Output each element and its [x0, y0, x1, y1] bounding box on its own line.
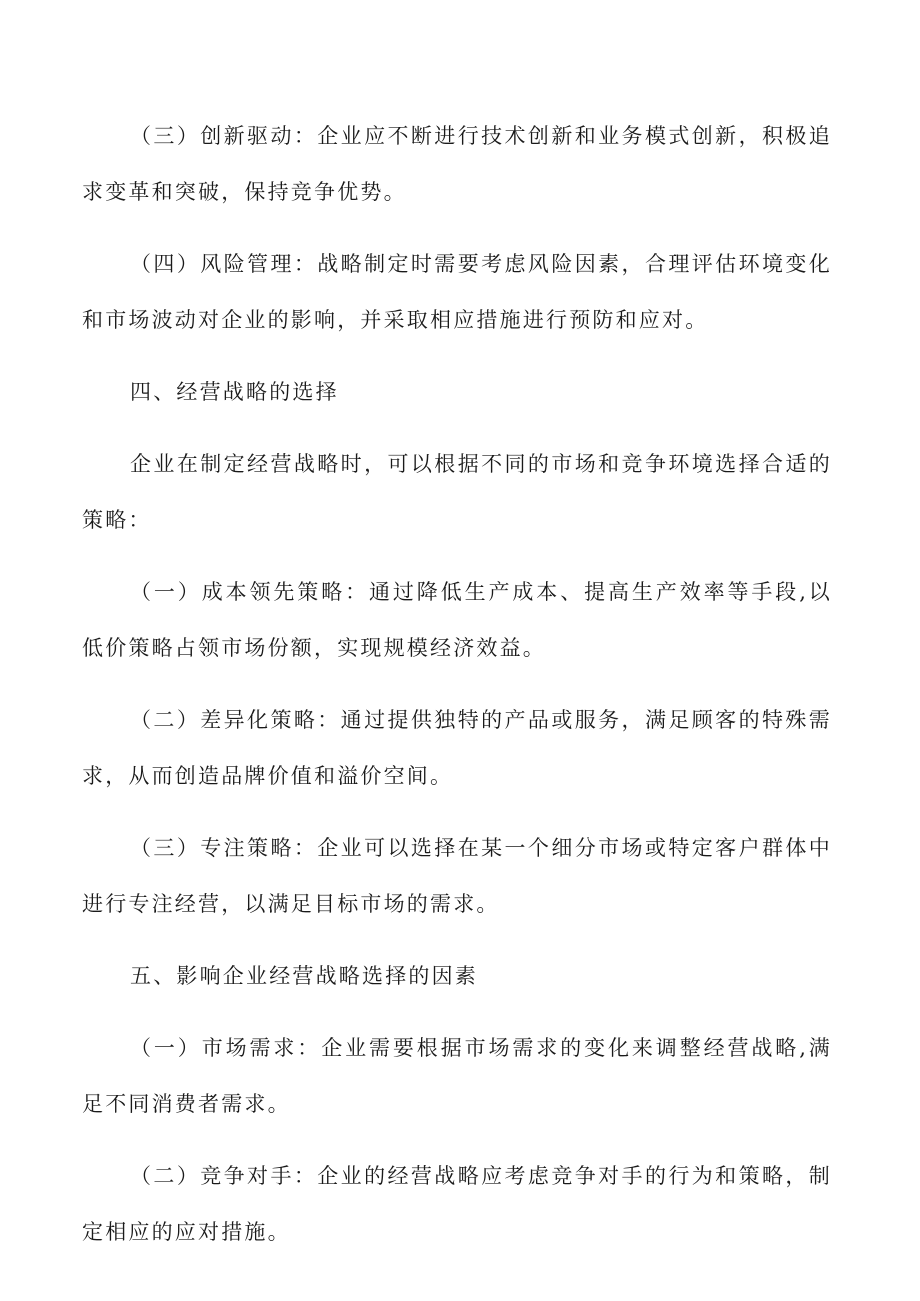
- document-body: [82, 108, 832, 1260]
- section-heading-strategy-selection: 四、经营战略的选择: [130, 380, 339, 404]
- paragraph-focus-strategy: （三）专注策略：企业可以选择在某一个细分市场或特定客户群体中进行专注经营，以满足目标市场的需求。: [82, 836, 832, 916]
- paragraph-strategy-intro: 企业在制定经营战略时，可以根据不同的市场和竞争环境选择合适的策略：: [82, 452, 832, 532]
- paragraph-risk-management: （四）风险管理：战略制定时需要考虑风险因素，合理评估环境变化和市场波动对企业的影响，并采取相应措施进行预防和应对。: [82, 252, 832, 332]
- paragraph-market-demand: （一）市场需求：企业需要根据市场需求的变化来调整经营战略,满足不同消费者需求。: [82, 1036, 832, 1116]
- paragraph-innovation-driven: （三）创新驱动：企业应不断进行技术创新和业务模式创新，积极追求变革和突破，保持竞争优势。: [82, 124, 832, 204]
- paragraph-differentiation: （二）差异化策略：通过提供独特的产品或服务，满足顾客的特殊需求，从而创造品牌价值和溢价空间。: [82, 708, 832, 788]
- paragraph-competitors: （二）竞争对手：企业的经营战略应考虑竞争对手的行为和策略，制定相应的应对措施。: [82, 1164, 832, 1244]
- section-heading-influencing-factors: 五、影响企业经营战略选择的因素: [130, 964, 478, 988]
- paragraph-cost-leadership: （一）成本领先策略：通过降低生产成本、提高生产效率等手段,以低价策略占领市场份额，实现规模经济效益。: [82, 580, 832, 660]
